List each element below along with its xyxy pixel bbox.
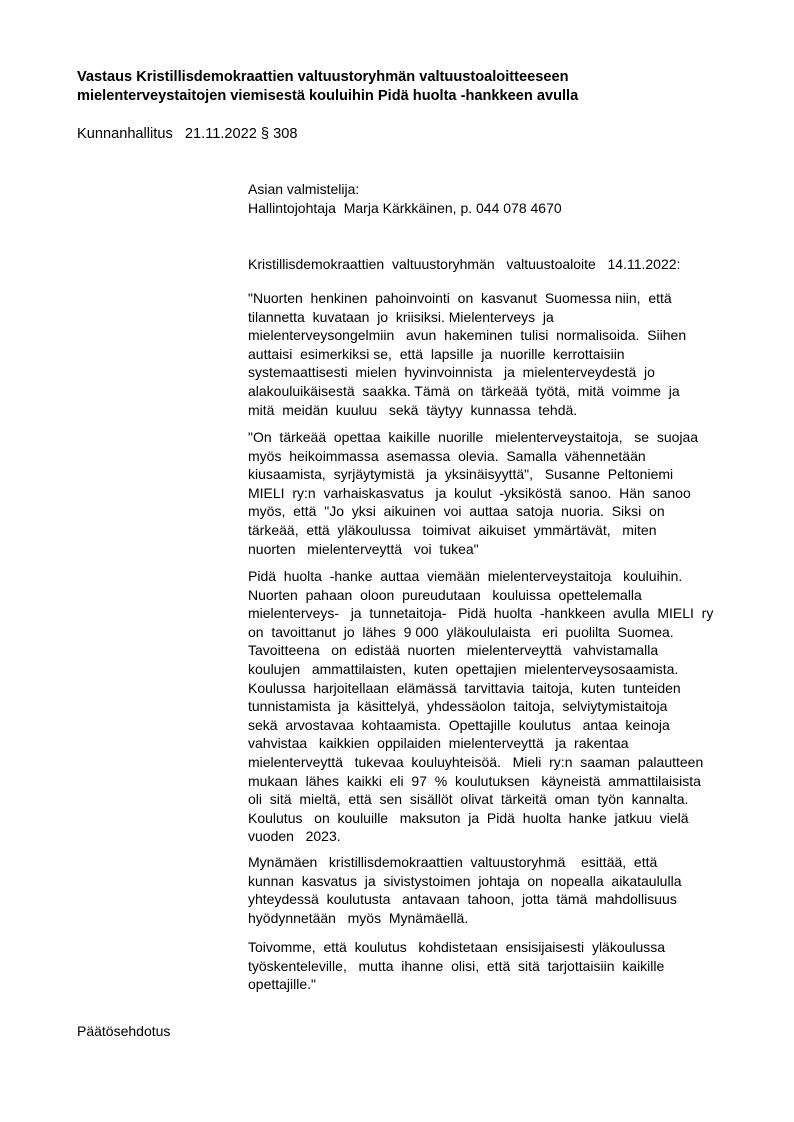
title-line: mielenterveystaitojen viemisestä kouluihin Pidä huolta -hankkeen avulla	[77, 88, 579, 104]
paragraph-line: Pidä huolta -hanke auttaa viemään mielenterveystaitoja kouluihin.	[248, 568, 683, 584]
paragraph-line: Nuorten pahaan oloon pureudutaan kouluissa opettelemalla	[248, 586, 642, 603]
paragraph-line: auttaisi esimerkiksi se, että lapsille ja nuorille kerrottaisiin	[248, 345, 625, 362]
paragraph-5	[248, 938, 743, 994]
paragraph-line: MIELI ry:n varhaiskasvatus ja koulut -yksiköstä sanoo. Hän sanoo	[248, 484, 691, 501]
paragraph-4	[248, 853, 743, 927]
paragraph-1	[248, 289, 743, 419]
paragraph-line: oli sitä mieltä, että sen sisällöt olivat tärkeitä oman työn kannalta.	[248, 791, 689, 808]
paragraph-line: koulujen ammattilaisten, kuten opettajien mielenterveysosaamista.	[248, 660, 679, 677]
paragraph-line: "On tärkeää opettaa kaikille nuorille mielenterveystaitoja, se suojaa	[248, 429, 699, 445]
paragraph-line: "Nuorten henkinen pahoinvointi on kasvanut Suomessa niin, että	[248, 290, 672, 306]
paragraph-line: tärkeää, että yläkoulussa toimivat aikuiset ymmärtävät, miten	[248, 521, 657, 538]
preparer-block	[248, 180, 743, 217]
meeting-reference: Kunnanhallitus 21.11.2022 § 308	[77, 126, 298, 142]
paragraph-line: Tavoitteena on edistää nuorten mielenterveyttä vahvistamalla	[248, 642, 659, 659]
paragraph-line: yhteydessä koulutusta antavaan tahoon, jotta tämä mahdollisuus	[248, 891, 677, 908]
paragraph-line: on tavoittanut jo lähes 9 000 yläkoululaista eri puolilta Suomea.	[248, 623, 674, 640]
paragraph-line: Koulutus on kouluille maksuton ja Pidä huolta hanke jatkuu vielä	[248, 809, 689, 826]
paragraph-line: Toivomme, että koulutus kohdistetaan ensisijaisesti yläkoulussa	[248, 939, 666, 955]
preparer-label: Asian valmistelija:	[248, 181, 360, 197]
paragraph-line: vahvistaa kaikkien oppilaiden mielenterveyttä ja rakentaa	[248, 735, 629, 752]
paragraph-line: mukaan lähes kaikki eli 97 % koulutuksen käyneistä ammattilaisista	[248, 772, 701, 789]
paragraph-line: Mynämäen kristillisdemokraattien valtuustoryhmä esittää, että	[248, 854, 658, 870]
paragraph-line: kiusaamista, syrjäytymistä ja yksinäisyyttä", Susanne Peltoniemi	[248, 466, 674, 483]
paragraph-line: systemaattisesti mielen hyvinvoinnista ja mielenterveydestä jo	[248, 364, 655, 381]
paragraph-line: tunnistamista ja käsittelyä, yhdessäolon taitoja, selviytymistaitoja	[248, 698, 668, 715]
paragraph-line: mielenterveyttä tukevaa kouluyhteisöä. Mieli ry:n saaman palautteen	[248, 753, 704, 770]
paragraph-line: kunnan kasvatus ja sivistystoimen johtaja on nopealla aikataululla	[248, 872, 682, 889]
paragraph-line: vuoden 2023.	[248, 828, 341, 845]
paragraph-line: tilannetta kuvataan jo kriisiksi. Mielenterveys ja	[248, 308, 554, 325]
paragraph-line: mielenterveys- ja tunnetaitoja- Pidä huolta -hankkeen avulla MIELI ry	[248, 605, 714, 622]
paragraph-line: työskenteleville, mutta ihanne olisi, että sitä tarjottaisiin kaikille	[248, 957, 665, 974]
paragraph-line: opettajille."	[248, 976, 317, 993]
preparer-value: Hallintojohtaja Marja Kärkkäinen, p. 044 078 4670	[248, 199, 562, 216]
initiative-heading-text: Kristillisdemokraattien valtuustoryhmän valtuustoaloite 14.11.2022:	[248, 256, 681, 272]
paragraph-line: hyödynnetään myös Mynämäellä.	[248, 909, 469, 926]
paragraph-2	[248, 428, 743, 558]
paragraph-line: myös, että "Jo yksi aikuinen voi auttaa satoja nuoria. Siksi on	[248, 503, 665, 520]
document-title	[77, 68, 717, 106]
initiative-heading	[248, 255, 743, 274]
paragraph-line: sekä arvostavaa kohtaamista. Opettajille koulutus antaa keinoja	[248, 716, 670, 733]
paragraph-line: mitä meidän kuuluu sekä täytyy kunnassa tehdä.	[248, 401, 578, 418]
paragraph-line: Koulussa harjoitellaan elämässä tarvittavia taitoja, kuten tunteiden	[248, 679, 681, 696]
paragraph-line: mielenterveysongelmiin avun hakeminen tulisi normalisoida. Siihen	[248, 327, 687, 344]
decision-heading: Päätösehdotus	[77, 1023, 171, 1039]
paragraph-line: myös heikoimmassa asemassa olevia. Samalla vähennetään	[248, 447, 646, 464]
paragraph-line: alakouluikäisestä saakka. Tämä on tärkeää työtä, mitä voimme ja	[248, 382, 680, 399]
paragraph-3	[248, 567, 743, 846]
paragraph-line: nuorten mielenterveyttä voi tukea"	[248, 540, 479, 557]
title-line: Vastaus Kristillisdemokraattien valtuustoryhmän valtuustoaloitteeseen	[77, 69, 569, 85]
